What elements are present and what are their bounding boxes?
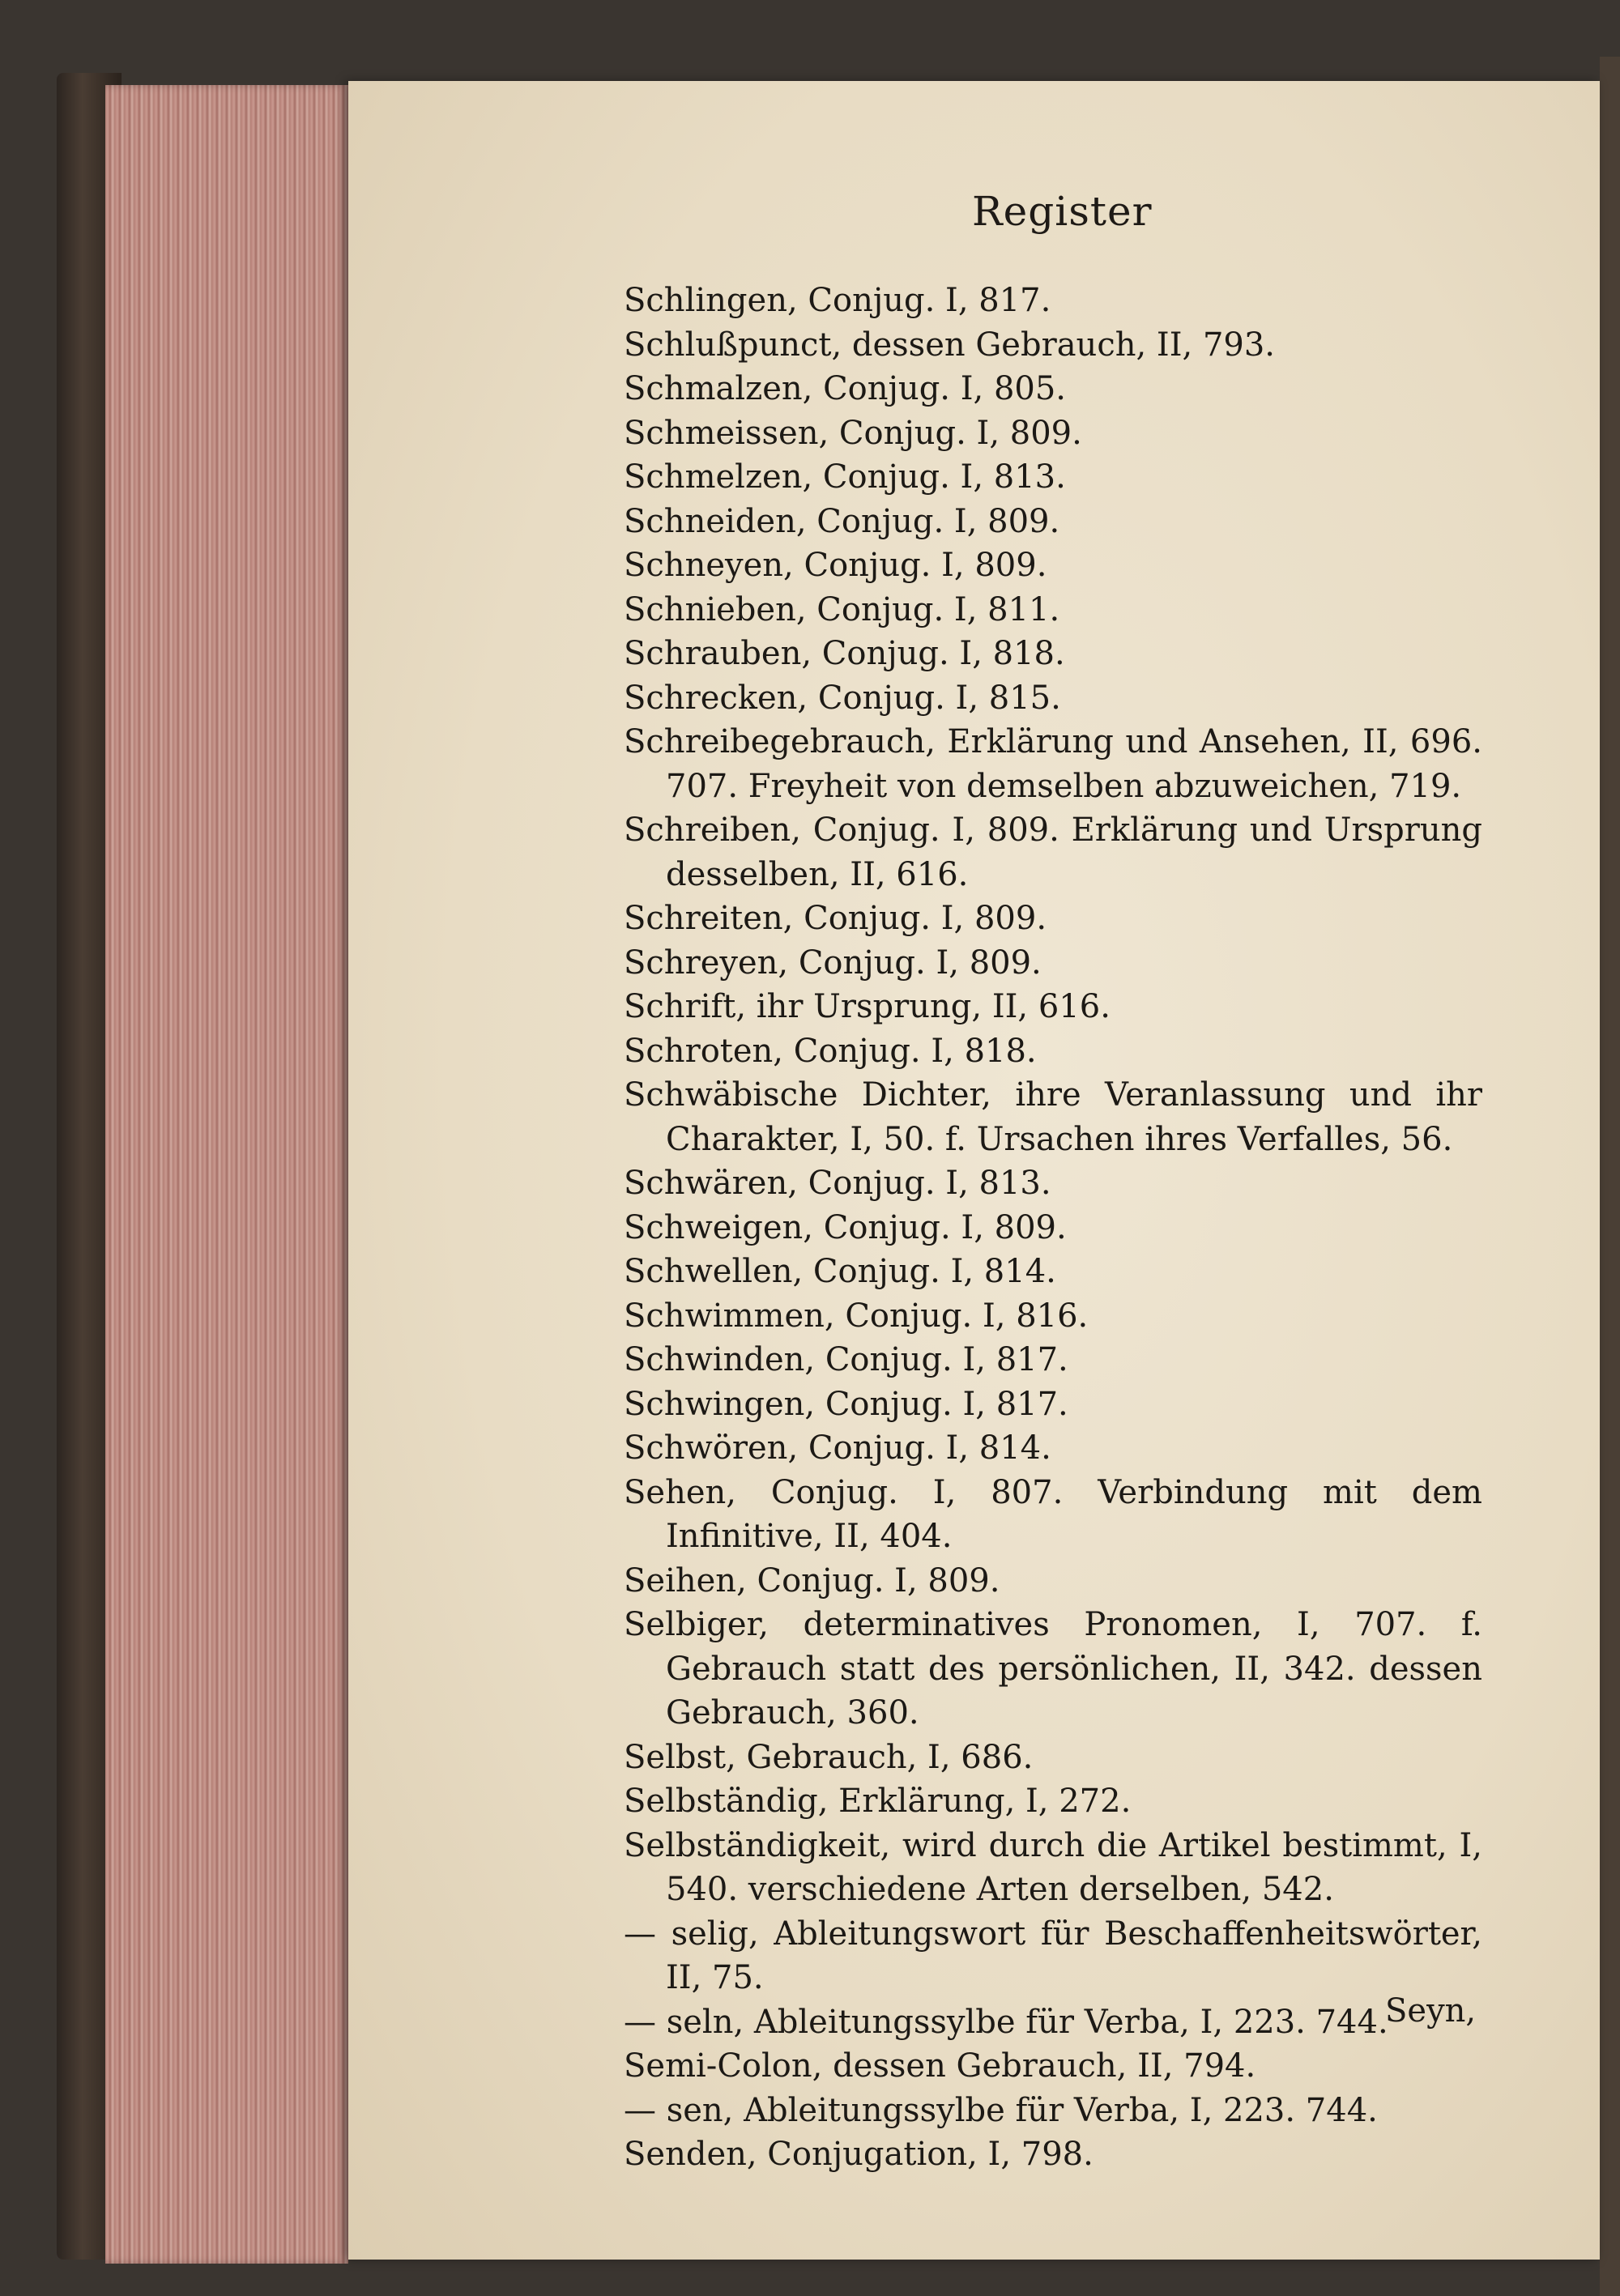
index-entry: Schweigen, Conjug. I, 809. [624, 1208, 1067, 1246]
index-entry: Schmeissen, Conjug. I, 809. [624, 414, 1082, 452]
index-entry: Schroten, Conjug. I, 818. [624, 1032, 1037, 1070]
index-entry: Schneiden, Conjug. I, 809. [624, 502, 1060, 540]
index-entry: Schrecken, Conjug. I, 815. [624, 679, 1061, 717]
catchword: Seyn, [1385, 1992, 1477, 2030]
index-entry: Schlußpunct, dessen Gebrauch, II, 793. [624, 326, 1276, 364]
index-entry: — selig, Ableitungswort für Beschaffenheitswörter, II, 75. [624, 1915, 1482, 1996]
index-entry: Semi-Colon, dessen Gebrauch, II, 794. [624, 2047, 1256, 2085]
index-entry: Schmelzen, Conjug. I, 813. [624, 458, 1066, 496]
index-entry: Schmalzen, Conjug. I, 805. [624, 370, 1067, 407]
index-entry: Schrift, ihr Ursprung, II, 616. [624, 988, 1111, 1025]
index-entry: Selbständigkeit, wird durch die Artikel bestimmt, I, 540. verschiedene Arten derselben, 542. [624, 1826, 1482, 1908]
index-entry: Selbiger, determinatives Pronomen, I, 707. f. Gebrauch statt des persönlichen, II, 342. dessen Gebrauch, 360. [624, 1606, 1482, 1732]
index-entry: Schwellen, Conjug. I, 814. [624, 1253, 1056, 1290]
index-entry: Senden, Conjugation, I, 798. [624, 2136, 1094, 2173]
index-entry: Schnieben, Conjug. I, 811. [624, 590, 1060, 628]
index-entry: Schwören, Conjug. I, 814. [624, 1429, 1051, 1467]
facing-page-edge [1600, 57, 1620, 2296]
index-entry: — sen, Ableitungssylbe für Verba, I, 223. 744. [624, 2091, 1378, 2129]
index-entry: Selbständig, Erklärung, I, 272. [624, 1783, 1132, 1820]
index-entry: Schwimmen, Conjug. I, 816. [624, 1297, 1089, 1335]
index-entry: Sehen, Conjug. I, 807. Verbindung mit dem Infinitive, II, 404. [624, 1473, 1482, 1555]
page-edges [105, 85, 348, 2264]
index-entry: Schlingen, Conjug. I, 817. [624, 282, 1051, 319]
index-entry: Schwingen, Conjug. I, 817. [624, 1385, 1068, 1423]
index-entry: Schwäbische Dichter, ihre Veranlassung und ihr Charakter, I, 50. f. Ursachen ihres Verfalles, 56. [624, 1076, 1482, 1158]
index-entry: Seihen, Conjug. I, 809. [624, 1561, 1000, 1600]
index-entry: Schwinden, Conjug. I, 817. [624, 1341, 1068, 1378]
index-entry: Schreiten, Conjug. I, 809. [624, 900, 1047, 937]
running-head: Register [972, 188, 1153, 235]
index-entry: Schreiben, Conjug. I, 809. Erklärung und Ursprung desselben, II, 616. [624, 811, 1482, 893]
index-entries [624, 279, 1482, 2177]
index-entry: Schwären, Conjug. I, 813. [624, 1165, 1051, 1202]
index-entry: — seln, Ableitungssylbe für Verba, I, 223. 744. [624, 2003, 1388, 2041]
index-entry: Schrauben, Conjug. I, 818. [624, 635, 1065, 672]
index-entry: Schreyen, Conjug. I, 809. [624, 944, 1042, 982]
index-entry: Schneyen, Conjug. I, 809. [624, 547, 1047, 584]
index-entry: Schreibegebrauch, Erklärung und Ansehen, II, 696. 707. Freyheit von demselben abzuweichen, 719. [624, 723, 1482, 805]
index-entry: Selbst, Gebrauch, I, 686. [624, 1738, 1034, 1776]
